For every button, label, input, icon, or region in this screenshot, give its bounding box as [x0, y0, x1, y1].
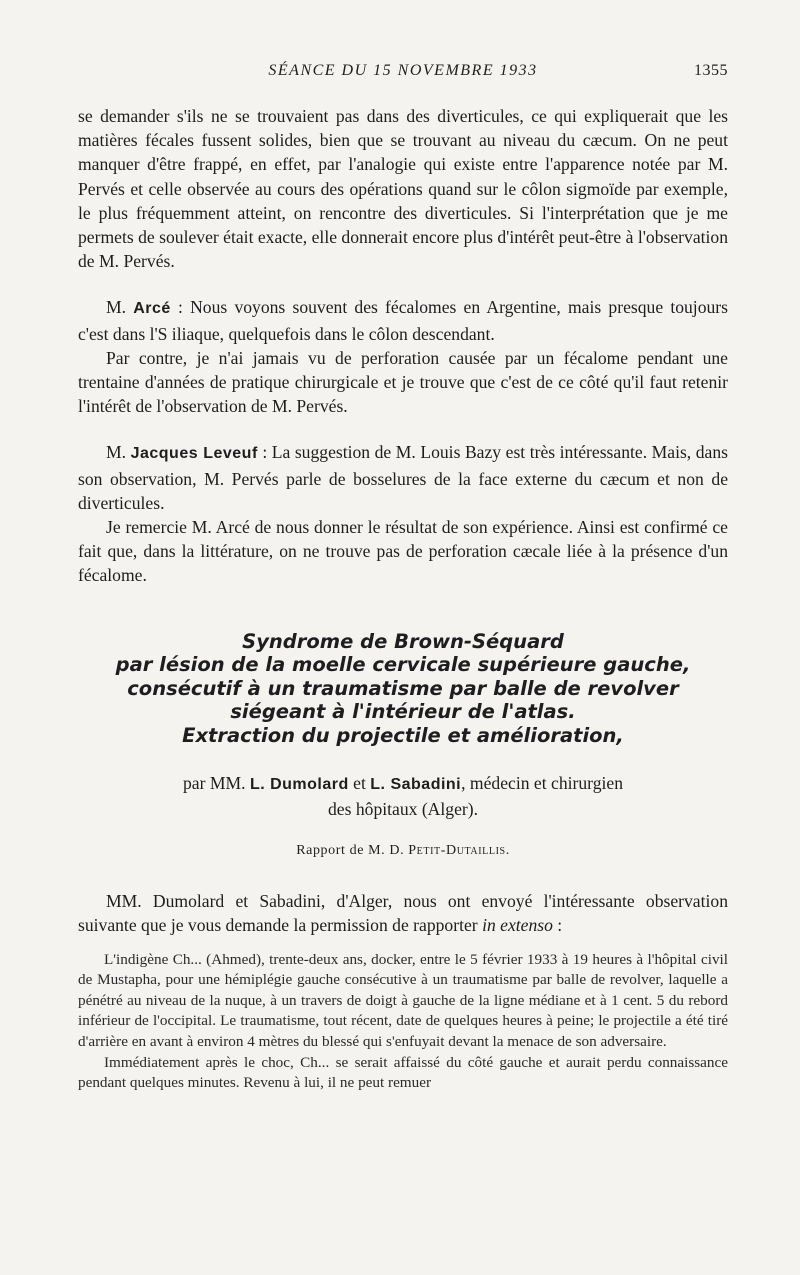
leveuf-intervention: [78, 440, 728, 515]
authors-prefix: par MM.: [182, 773, 250, 794]
page-body: [78, 104, 728, 1094]
author-sabadini: L. Sabadini: [370, 776, 462, 794]
rapport-line: [78, 843, 728, 859]
speaker-leveuf: Jacques Leveuf: [130, 445, 258, 463]
article-title-line: Syndrome de Brown-Séquard: [242, 629, 564, 653]
arce-intervention: [78, 295, 728, 345]
article-title-line: consécutif à un traumatisme par balle de revolver: [127, 676, 679, 700]
report-introduction: [78, 889, 728, 937]
paragraph-continuation: se demander s'ils ne se trouvaient pas dans des diverticules, ce qui expliquerait que les matières fécales fussent solides, bien que se trouvant au niveau du cæcum. On ne peut manquer d'être frappé, en effet, par l'analogie qui existe entre l'apparence notée par M. Pervés et celle observée au cours des opérations quand sur le côlon sigmoïde par exemple, le plus fréquemment atteint, on rencontre des diverticules. Si l'interprétation que je me permets de soulever était exacte, elle donnerait encore plus d'intérêt peut-être à l'observation de M. Pervés.: [78, 106, 728, 272]
article-authors: [78, 771, 728, 821]
arce-text-2: Par contre, je n'ai jamais vu de perforation causée par un fécalome pendant une trentaine d'années de pratique chirurgicale et je trouve que c'est de ce côté qu'il faut retenir l'intérêt de l'observation de M. Pervés.: [78, 347, 728, 417]
leveuf-text-2: Je remercie M. Arcé de nous donner le résultat de son expérience. Ainsi est confirmé ce fait que, dans la littérature, on ne trouve pas de perforation cæcale liée à la présence d'un fécalome.: [78, 517, 728, 586]
authors-affiliation-line: des hôpitaux (Alger).: [328, 799, 478, 820]
rapport-prefix: Rapport de M. D.: [296, 843, 409, 859]
author-dumolard: L. Dumolard: [249, 776, 349, 794]
running-title: SÉANCE DU 15 NOVEMBRE 1933: [268, 62, 538, 79]
running-header: [78, 62, 728, 86]
arce-prefix: M.: [106, 297, 134, 318]
leveuf-prefix: M.: [106, 442, 131, 463]
intro-end: :: [552, 915, 563, 936]
observation-paragraph: L'indigène Ch... (Ahmed), trente-deux ans, docker, entre le 5 février 1933 à 19 heures à l'hôpital civil de Mustapha, pour une hémiplégie gauche consécutive à un traumatisme par balle de revolver, laquelle a pénétré au niveau de la nuque, à un travers de doigt à gauche de la ligne médiane et à 1 cent. 5 du rebord inférieur de l'occipital. Le traumatisme, tout récent, date de quelques heures à peine; le projectile a été tiré d'arrière en avant à environ 4 mètres du blessé qui s'enfuyait devant la menace de son adversaire.: [78, 950, 728, 1050]
intro-text: MM. Dumolard et Sabadini, d'Alger, nous ont envoyé l'intéressante observation suivante que je vous demande la permission de rapporter: [78, 891, 728, 936]
leveuf-text-1: : La suggestion de M. Louis Bazy est très intéressante. Mais, dans son observation, M. Pervés parle de bosselures de la face externe du cæcum et non de diverticules.: [78, 442, 728, 513]
observation-paragraph: Immédiatement après le choc, Ch... se serait affaissé du côté gauche et aurait perdu connaissance pendant quelques minutes. Revenu à lui, il ne peut remuer: [78, 1053, 728, 1092]
speaker-arce: Arcé: [133, 300, 171, 318]
page-number: 1355: [694, 62, 728, 79]
article-title: [78, 630, 728, 748]
article-title-line: Extraction du projectile et amélioration,: [182, 723, 624, 747]
article-title-line: par lésion de la moelle cervicale supérieure gauche,: [115, 653, 691, 677]
observation-block: [78, 950, 728, 1094]
arce-text-1: : Nous voyons souvent des fécalomes en Argentine, mais presque toujours c'est dans l'S iliaque, quelquefois dans le côlon descendant.: [78, 297, 728, 344]
rapporteur-name: Petit-Dutaillis: [408, 843, 506, 859]
rapport-suffix: .: [505, 843, 510, 859]
authors-affiliation: , médecin et chirurgien: [461, 773, 623, 794]
authors-conj: et: [348, 773, 371, 794]
article-title-line: siégeant à l'intérieur de l'atlas.: [230, 700, 576, 724]
intro-latin: in extenso: [482, 915, 553, 936]
